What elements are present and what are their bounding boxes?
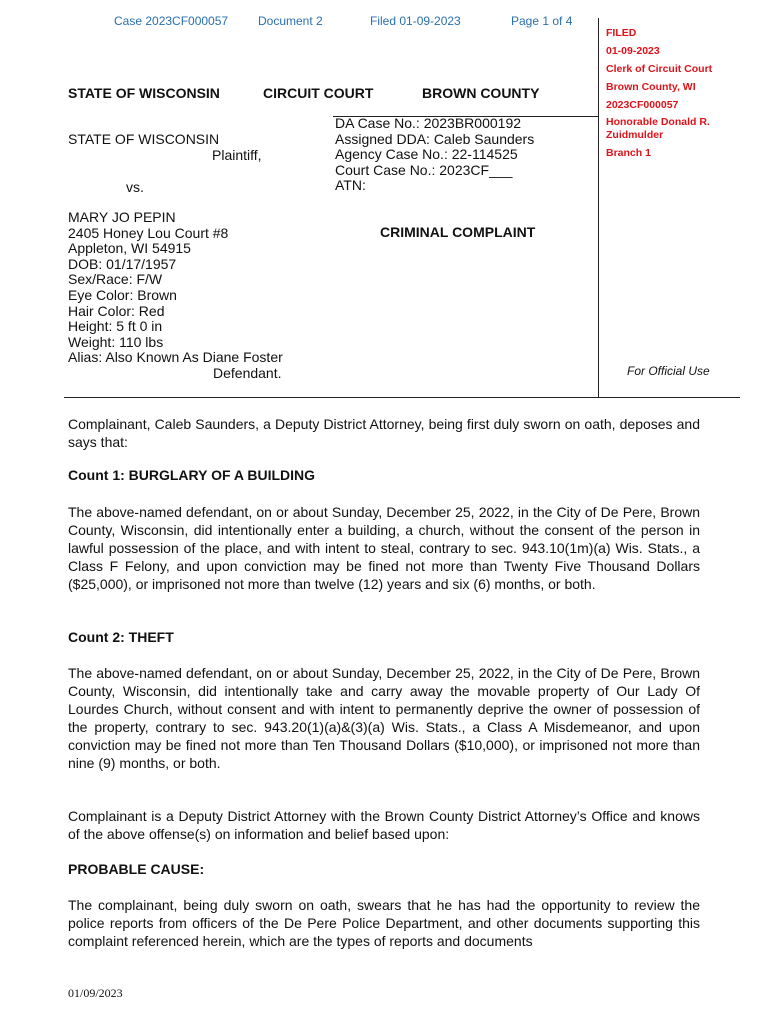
probable-cause-heading: PROBABLE CAUSE:	[68, 861, 205, 877]
defendant-dob: DOB: 01/17/1957	[68, 255, 177, 272]
defendant-hair-color: Hair Color: Red	[68, 302, 165, 319]
stamp-line: Honorable Donald R.	[606, 116, 710, 128]
defendant-info	[68, 210, 283, 382]
count1-heading: Count 1: BURGLARY OF A BUILDING	[68, 467, 316, 483]
footer-date: 01/09/2023	[68, 986, 123, 1000]
plaintiff-name: STATE OF WISCONSIN	[68, 131, 220, 147]
caption-bottom-rule	[64, 397, 740, 398]
atn: ATN:	[335, 177, 366, 194]
defendant-eye-color: Eye Color: Brown	[68, 286, 177, 303]
caption-vertical-rule	[598, 18, 599, 398]
defendant-label: Defendant.	[213, 364, 282, 381]
agency-case-number: Agency Case No.: 22-114525	[335, 146, 518, 163]
count1-paragraph: The above-named defendant, on or about Sunday, December 25, 2022, in the City of De Pere, Brown County, Wisconsin, did intentionally enter a building, a church, without the consent of the person in lawful possession of the place, and with intent to steal, contrary to sec. 943.10(1m)(a) Wis. Stats., a Class F Felony, and upon conviction may be fined not more than Twenty Five Thousand Dollars ($25,000), or imprisoned not more than twelve (12) years and six (6) months, or both.	[68, 504, 700, 592]
da-case-number: DA Case No.: 2023BR000192	[335, 115, 522, 131]
defendant-alias: Alias: Also Known As Diane Foster	[68, 349, 283, 366]
case-info	[335, 116, 534, 194]
stamp-line: Branch 1	[606, 147, 651, 159]
count2-paragraph: The above-named defendant, on or about Sunday, December 25, 2022, in the City of De Pere, Brown County, Wisconsin, did intentionally take and carry away the movable property of Our Lady Of Lourdes Church, without consent and with intent to permanently deprive the owner of possession of the property, contrary to sec. 943.20(1)(a)&(3)(a) Wis. Stats., a Class A Misdemeanor, and upon conviction may be fined not more than Ten Thousand Dollars ($10,000), or imprisoned not more than nine (9) months, or both.	[68, 665, 700, 771]
defendant-address: 2405 Honey Lou Court #8	[68, 224, 229, 241]
probable-cause-paragraph: The complainant, being duly sworn on oath, swears that he has had the opportunity to review the police reports from officers of the De Pere Police Department, and other documents supporting this complaint referenced herein, which are the types of reports and documents	[68, 897, 700, 949]
complainant-paragraph: Complainant is a Deputy District Attorney with the Brown County District Attorney’s Office and knows of the above offense(s) on information and belief based upon:	[68, 808, 700, 842]
header-case: Case 2023CF000057	[114, 14, 229, 28]
count2-heading: Count 2: THEFT	[68, 629, 174, 645]
stamp-line: 2023CF000057	[606, 99, 679, 111]
defendant-sex-race: Sex/Race: F/W	[68, 271, 163, 288]
court-name: CIRCUIT COURT	[263, 85, 374, 101]
court-state: STATE OF WISCONSIN	[68, 85, 220, 101]
header-filed: Filed 01-09-2023	[370, 14, 461, 28]
court-county: BROWN COUNTY	[422, 85, 540, 101]
defendant-weight: Weight: 110 lbs	[68, 333, 164, 350]
defendant-height: Height: 5 ft 0 in	[68, 318, 163, 335]
header-document: Document 2	[258, 14, 323, 28]
header-page: Page 1 of 4	[511, 14, 573, 28]
plaintiff-label: Plaintiff,	[212, 147, 262, 163]
defendant-city: Appleton, WI 54915	[68, 240, 191, 257]
assigned-dda: Assigned DDA: Caleb Saunders	[335, 130, 535, 147]
intro-paragraph: Complainant, Caleb Saunders, a Deputy District Attorney, being first duly sworn on oath, deposes and says that:	[68, 416, 700, 450]
stamp-line: Clerk of Circuit Court	[606, 63, 713, 75]
stamp-line: Brown County, WI	[606, 81, 696, 93]
defendant-name: MARY JO PEPIN	[68, 209, 176, 225]
stamp-line: FILED	[606, 27, 637, 39]
versus: vs.	[126, 179, 144, 195]
court-case-number: Court Case No.: 2023CF___	[335, 161, 513, 178]
complaint-title: CRIMINAL COMPLAINT	[380, 224, 536, 240]
stamp-line: 01-09-2023	[606, 45, 660, 57]
official-use-label: For Official Use	[627, 364, 710, 378]
filed-stamp	[606, 24, 712, 162]
stamp-line: Zuidmulder	[606, 129, 664, 141]
